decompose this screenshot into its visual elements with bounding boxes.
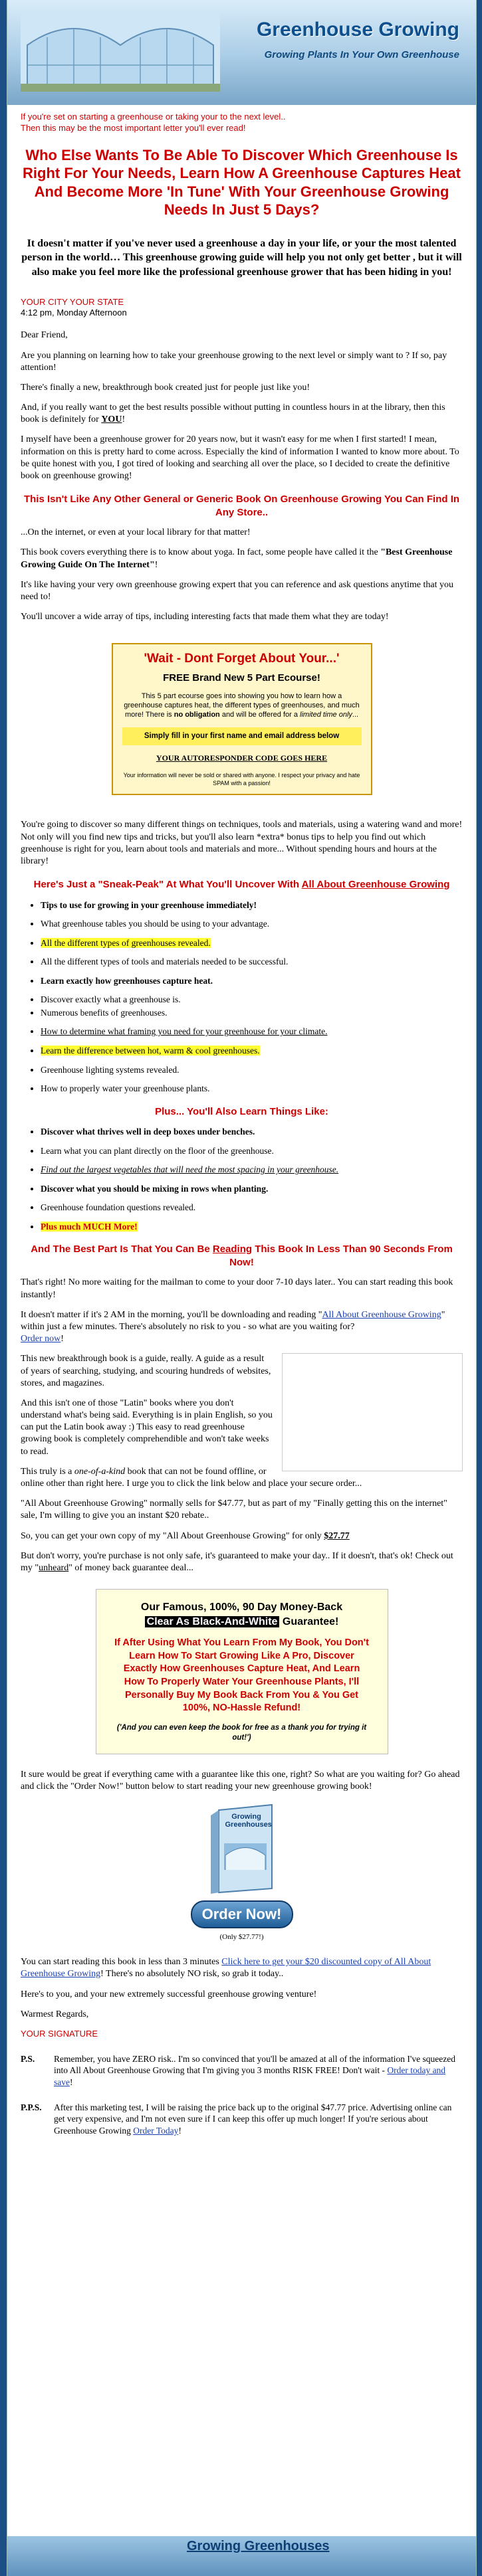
- section-paragraph: It's like having your very own greenhouse growing expert that you can reference and ask questions anytime that you need to!: [21, 579, 453, 602]
- guarantee-body: If After Using What You Learn From My Book, You Don't Learn How To Start Growing Like A Pro, Discover Exactly How Greenhouses Capture Heat, And Learn How To Properly Water Your Greenhouse Plants, I'll Personally Buy My Book Back From You & You Get 100%, NO-Hassle Refund!: [114, 1637, 369, 1714]
- greenhouse-illustration: [21, 12, 220, 92]
- order-price: (Only $27.77!): [219, 1932, 264, 1941]
- postscript: P.P.S. After this marketing test, I will be raising the price back up to the original $47.77 price. Advertising online can get very expensive, and I'm not even sure if I can keep this offer up much longer! If you're serious about Greenhouse Growing Order Today!: [21, 2102, 452, 2136]
- signature: YOUR SIGNATURE: [21, 2028, 98, 2039]
- order-paragraph: Here's to you, and your new extremely successful greenhouse growing venture!: [21, 1989, 317, 1999]
- section-paragraph: ...On the internet, or even at your local library for that matter!: [21, 527, 251, 538]
- site-title: Greenhouse Growing: [256, 19, 459, 41]
- feature-list: [21, 1126, 463, 1232]
- closing-paragraph: That's right! No more waiting for the mailman to come to your door 7-10 days later.. You can start reading this book instantly!: [21, 1277, 453, 1300]
- top-note: If you're set on starting a greenhouse or taking your to the next level.. Then this may be the most important letter you'll ever read!: [21, 112, 286, 133]
- section-heading: And The Best Part Is That You Can Be Reading This Book In Less Than 90 Seconds From Now!: [31, 1243, 453, 1268]
- dateline-city: YOUR CITY YOUR STATE: [21, 296, 124, 307]
- list-item: • Discover exactly what a greenhouse is.: [41, 994, 463, 1006]
- footer-banner: [7, 2536, 476, 2576]
- optin-title: 'Wait - Dont Forget About Your...': [144, 652, 340, 666]
- list-item: • How to determine what framing you need for your greenhouse for your climate.: [41, 1026, 463, 1038]
- order-now-button[interactable]: Order Now!: [191, 1900, 293, 1928]
- dateline-time: 4:12 pm, Monday Afternoon: [21, 308, 127, 318]
- closing-paragraph: This new breakthrough book is a guide, really. A guide as a result of years of searching, studying, and scouring hundreds of websites, stores, and magazines.: [21, 1354, 271, 1388]
- book-link[interactable]: All About Greenhouse Growing: [322, 1309, 441, 1320]
- order-now-link[interactable]: Order now: [21, 1334, 61, 1344]
- greeting: Dear Friend,: [21, 330, 68, 341]
- book-cover: [205, 1803, 279, 1896]
- letter-paragraph: There's finally a new, breakthrough book created just for people just like you!: [21, 382, 310, 393]
- guarantee-title: Our Famous, 100%, 90 Day Money-Back Clear As Black-And-White Guarantee!: [140, 1602, 343, 1627]
- list-item: • Greenhouse foundation questions revealed.: [41, 1202, 463, 1214]
- main-headline: Who Else Wants To Be Able To Discover Which Greenhouse Is Right For Your Needs, Learn How A Greenhouse Captures Heat And Become More 'In Tune' With Your Greenhouse Growing Needs In Just 5 Days?: [23, 146, 461, 219]
- header-banner: [7, 0, 476, 105]
- list-item: • All the different types of greenhouses revealed.: [41, 937, 463, 949]
- discover-paragraph: You're going to discover so many different things on techniques, tools and materials, using a watering wand and more! Not only will you find new tips and tricks, but you'll also learn *extra* bonus tips to help you find out which greenhouse is right for you, learn about tools and materials and more... Without spending hours and hours at the library!: [21, 820, 463, 866]
- list-item: • Discover what you should be mixing in rows when planting.: [41, 1183, 463, 1195]
- closing-paragraph: It doesn't matter if it's 2 AM in the morning, you'll be downloading and reading "All About Greenhouse Growing" within just a few minutes. There's absolutely no risk to you - so what are you waiting for? Order now!: [21, 1309, 445, 1344]
- section-paragraph: This book covers everything there is to know about yoga. In fact, some people have called it the "Best Greenhouse Growing Guide On The Internet"!: [21, 547, 453, 570]
- section-paragraph: You'll uncover a wide array of tips, including interesting facts that made them what they are today!: [21, 612, 389, 622]
- letter-paragraph: Are you planning on learning how to take your greenhouse growing to the next level or simply want to ? If so, pay attention!: [21, 350, 447, 373]
- list-item: • Learn exactly how greenhouses capture heat.: [41, 975, 463, 987]
- privacy-note: Your information will never be sold or shared with anyone. I respect your privacy and hate SPAM with a passion!: [123, 771, 360, 786]
- section-heading: This Isn't Like Any Other General or Generic Book On Greenhouse Growing You Can Find In Any Store..: [23, 494, 460, 518]
- letter-paragraph: And, if you really want to get the best results possible without putting in countless hours in at the library, then this book is definitely for YOU!: [21, 403, 445, 425]
- discount-link[interactable]: Click here to get your $20 discounted copy of All About Greenhouse Growing: [21, 1957, 431, 1979]
- list-item: • Plus much MUCH More!: [41, 1221, 463, 1233]
- footer-title[interactable]: Growing Greenhouses: [187, 2539, 330, 2553]
- list-item: • Learn the difference between hot, warm & cool greenhouses.: [41, 1045, 463, 1057]
- list-item: • Numerous benefits of greenhouses.: [41, 1007, 463, 1019]
- closing-paragraph: And this isn't one of those "Latin" books where you don't understand what's being said. Everything is in plain English, so you can put the Latin book away :) This easy to read greenhouse growing book is completely comprehendible and won't take weeks to read.: [21, 1398, 273, 1457]
- optin-subtitle: FREE Brand New 5 Part Ecourse!: [163, 672, 320, 684]
- guarantee-box: [96, 1589, 388, 1754]
- order-paragraph: It sure would be great if everything came with a guarantee like this one, right? So what are you waiting for? Go ahead and click the "Order Now!" button below to start reading your new greenhouse growing book!: [21, 1769, 460, 1792]
- list-item: • How to properly water your greenhouse plants.: [41, 1083, 463, 1095]
- product-image-placeholder: [282, 1353, 463, 1471]
- sub-headline: It doesn't matter if you've never used a greenhouse a day in your life, or your the most talented person in the world… This greenhouse growing guide will help you not only get better , but it will also make you feel more like the professional greenhouse grower that has been hiding in you!: [21, 237, 462, 278]
- ecourse-optin-box: [112, 643, 372, 795]
- order-paragraph: You can start reading this book in less than 3 minutes Click here to get your $20 discounted copy of All About Greenhouse Growing! There's no absolutely NO risk, so grab it today..: [21, 1957, 431, 1979]
- list-item: • Greenhouse lighting systems revealed.: [41, 1064, 463, 1076]
- sales-page: [7, 0, 477, 2576]
- list-item: • Tips to use for growing in your greenhouse immediately!: [41, 899, 463, 911]
- optin-body: This 5 part ecourse goes into showing you how to learn how a greenhouse captures heat, the different types of greenhouses, and much more! There is no obligation and will be offered for a limited time only...: [124, 691, 360, 719]
- list-item: • All the different types of tools and materials needed to be successful.: [41, 956, 463, 968]
- guarantee-note: ('And you can even keep the book for free as a thank you for trying it out!'): [116, 1723, 367, 1742]
- main-content: [21, 112, 463, 2150]
- order-today-link[interactable]: Order Today: [133, 2125, 179, 2136]
- closing-paragraph: But don't worry, you're purchase is not only safe, it's guaranteed to make your day.. If it doesn't, that's ok! Check out my "unheard" of money back guarantee deal...: [21, 1550, 453, 1573]
- order-today-link[interactable]: Order today and save: [54, 2065, 446, 2087]
- closing-paragraph: This truly is a one-of-a-kind book that can not be found offline, or online other than right here. I urge you to click the link below and place your secure order...: [21, 1466, 362, 1489]
- section-heading: Plus... You'll Also Learn Things Like:: [155, 1105, 328, 1117]
- list-item: • Discover what thrives well in deep boxes under benches.: [41, 1126, 463, 1138]
- section-heading: Here's Just a "Sneak-Peak" At What You'll Uncover With All About Greenhouse Growing: [33, 879, 450, 891]
- book-cover-title: Growing Greenhouses: [225, 1812, 272, 1829]
- closing-paragraph: So, you can get your own copy of my "All About Greenhouse Growing" for only $27.77: [21, 1530, 350, 1541]
- site-subtitle: Growing Plants In Your Own Greenhouse: [264, 49, 459, 60]
- list-item: • What greenhouse tables you should be using to your advantage.: [41, 918, 463, 930]
- list-item: • Find out the largest vegetables that will need the most spacing in your greenhouse.: [41, 1164, 463, 1176]
- closing-paragraph: "All About Greenhouse Growing" normally sells for $47.77, but as part of my "Finally getting this on the internet" sale, I'm willing to give you an instant $20 rebate..: [21, 1499, 447, 1521]
- postscript: P.S. Remember, you have ZERO risk.. I'm so convinced that you'll be amazed at all of the information I've squeezed into All About Greenhouse Growing that I'm giving you 3 months RISK FREE! Don't wait - Order today and save!: [21, 2053, 455, 2087]
- autoresponder-code[interactable]: YOUR AUTORESPONDER CODE GOES HERE: [156, 753, 328, 763]
- feature-list: [21, 899, 463, 1095]
- optin-instruction: Simply fill in your first name and email address below: [122, 727, 362, 745]
- letter-paragraph: I myself have been a greenhouse grower for 20 years now, but it wasn't easy for me when I first started! I mean, information on this is pretty hard to come across. Especially the kind of information I wanted to know more about. To be quite honest with you, I got tired of looking and searching all over the place, so I decided to create the definitive book on greenhouse growing!: [21, 434, 459, 482]
- sign-off: Warmest Regards,: [21, 2009, 89, 2019]
- list-item: • Learn what you can plant directly on the floor of the greenhouse.: [41, 1145, 463, 1157]
